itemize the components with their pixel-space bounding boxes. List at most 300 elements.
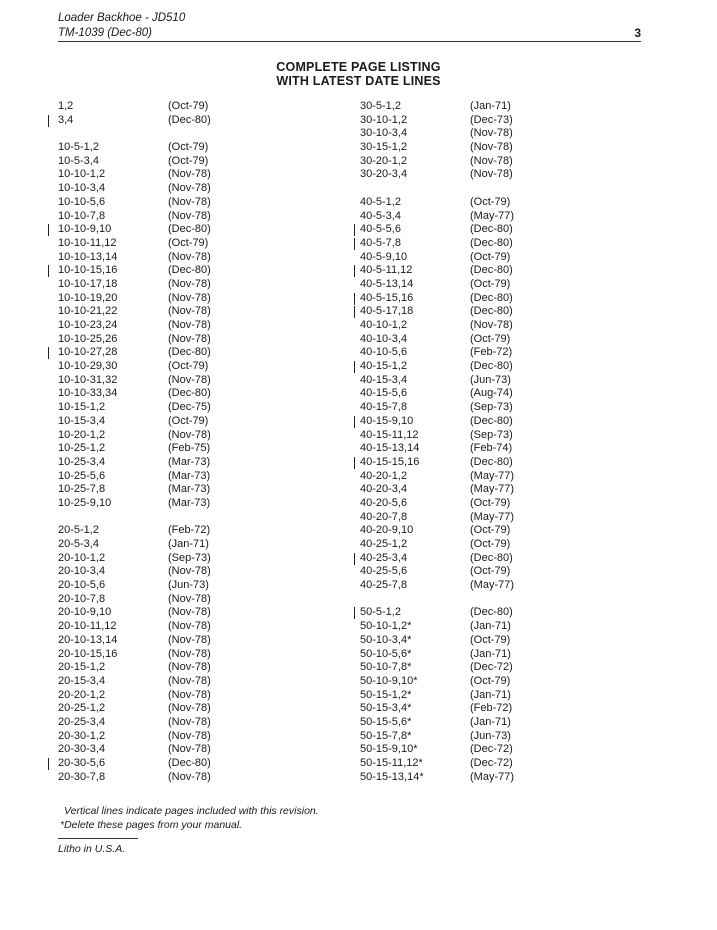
listing-row [360, 456, 580, 470]
listing-row [58, 565, 318, 579]
revision-bar [48, 347, 49, 359]
listing-row [58, 333, 318, 347]
listing-row [58, 155, 318, 169]
date-line: (Nov-78) [470, 319, 513, 331]
page-title [0, 60, 717, 88]
listing-row [360, 127, 580, 141]
listing-row [360, 634, 580, 648]
listing-row [360, 346, 580, 360]
page-range: 20-10-15,16 [58, 647, 118, 660]
listing-row [360, 305, 580, 319]
date-line: (Oct-79) [470, 674, 511, 687]
listing-row [58, 223, 318, 237]
page-range: 10-10-3,4 [58, 182, 106, 195]
page-range: 20-10-7,8 [58, 592, 106, 605]
listing-row [360, 538, 580, 552]
date-line: (Nov-78) [470, 168, 513, 181]
header-rule [58, 41, 641, 42]
date-line: (Oct-79) [168, 236, 209, 249]
listing-row [58, 675, 318, 689]
listing-row [360, 155, 580, 169]
listing-row [58, 401, 318, 415]
date-line: (Nov-78) [168, 332, 211, 345]
date-line: (Oct-79) [168, 414, 209, 427]
page-range: 30-20-3,4 [360, 168, 408, 181]
date-line: (May-77) [470, 579, 515, 592]
listing-row [58, 716, 318, 730]
manual-title: Loader Backhoe - JD510 [58, 12, 186, 24]
revision-bar [354, 224, 355, 236]
page-range: 10-10-9,10 [58, 223, 112, 236]
page-range: 20-25-3,4 [58, 715, 106, 728]
listing-row [360, 168, 580, 182]
listing-row [360, 483, 580, 497]
listing-row [58, 702, 318, 716]
listing-row [58, 524, 318, 538]
date-line: (Dec-80) [168, 387, 211, 400]
date-line: (Mar-73) [168, 496, 211, 509]
date-line: (Nov-78) [168, 182, 211, 195]
page-range: 40-5-13,14 [360, 277, 414, 290]
listing-row [360, 675, 580, 689]
listing-row [58, 634, 318, 648]
listing-row [360, 497, 580, 511]
litho-note: Litho in U.S.A. [58, 843, 126, 855]
listing-row [58, 442, 318, 456]
page-title-line-2: WITH LATEST DATE LINES [276, 74, 441, 88]
date-line: (Nov-78) [168, 250, 211, 263]
listing-row [360, 100, 580, 114]
page-range: 10-10-19,20 [58, 291, 118, 304]
revision-bar [354, 265, 355, 277]
listing-row [360, 620, 580, 634]
page-range: 30-20-1,2 [360, 154, 408, 167]
date-line: (Nov-78) [168, 373, 211, 386]
date-line: (Dec-73) [470, 113, 513, 126]
listing-row [58, 771, 318, 785]
page-range: 10-10-17,18 [58, 277, 118, 290]
page-range: 20-10-13,14 [58, 633, 118, 646]
listing-row [360, 442, 580, 456]
page-range: 10-10-7,8 [58, 209, 106, 222]
revision-bar [48, 265, 49, 277]
page-range: 10-25-7,8 [58, 483, 106, 496]
date-line: (Aug-74) [470, 387, 513, 400]
page-range: 3,4 [58, 113, 74, 126]
page-range: 20-20-1,2 [58, 688, 106, 701]
page-range: 10-10-1,2 [58, 168, 106, 181]
footer-rule [58, 838, 138, 839]
date-line: (Nov-78) [470, 127, 513, 140]
date-line: (Nov-78) [168, 565, 211, 578]
page-range: 10-10-33,34 [58, 387, 118, 400]
date-line: (Dec-80) [470, 264, 513, 277]
page-range: 50-10-5,6* [360, 647, 412, 660]
date-line: (Dec-80) [470, 360, 513, 373]
page-range: 10-25-1,2 [58, 442, 106, 455]
page-range: 10-10-15,16 [58, 264, 118, 277]
page-range: 40-20-9,10 [360, 524, 414, 537]
date-line: (Nov-78) [168, 702, 211, 715]
revision-bar [354, 361, 355, 373]
listing-row [58, 210, 318, 224]
date-line: (Dec-72) [470, 661, 513, 674]
listing-row [58, 305, 318, 319]
listing-row [58, 319, 318, 333]
revision-bar [48, 758, 49, 770]
date-line: (Nov-78) [168, 291, 211, 304]
page-range: 40-20-3,4 [360, 483, 408, 496]
date-line: (Oct-79) [470, 195, 511, 208]
date-line: (Sep-73) [470, 428, 513, 441]
listing-row [58, 552, 318, 566]
listing-row [58, 579, 318, 593]
date-line: (Dec-80) [470, 606, 513, 619]
page-range: 1,2 [58, 100, 74, 112]
listing-row [360, 141, 580, 155]
listing-row [360, 360, 580, 374]
page-range: 10-10-23,24 [58, 319, 118, 331]
page-title-line-1: COMPLETE PAGE LISTING [276, 60, 441, 74]
page-range: 40-5-15,16 [360, 291, 414, 304]
date-line: (Oct-79) [470, 496, 511, 509]
date-line: (Nov-78) [470, 141, 513, 154]
page-range: 10-15-3,4 [58, 414, 106, 427]
listing-row [360, 511, 580, 525]
listing-row [58, 429, 318, 443]
listing-row [360, 470, 580, 484]
date-line: (Dec-80) [168, 264, 211, 277]
page-range: 10-10-25,26 [58, 332, 118, 345]
revision-bar [354, 238, 355, 250]
page-range: 10-20-1,2 [58, 428, 106, 441]
page-range: 50-10-3,4* [360, 633, 412, 646]
date-line: (Oct-79) [168, 141, 209, 154]
page-range: 40-5-3,4 [360, 209, 401, 222]
listing-row [58, 264, 318, 278]
page-range: 40-15-7,8 [360, 401, 408, 414]
listing-row [360, 606, 580, 620]
listing-row [360, 401, 580, 415]
listing-row [58, 141, 318, 155]
date-line: (Nov-78) [168, 168, 211, 181]
date-line: (Dec-80) [470, 305, 513, 318]
date-line: (Oct-79) [470, 277, 511, 290]
date-line: (Nov-78) [168, 195, 211, 208]
page-range: 40-25-3,4 [360, 551, 408, 564]
page-range: 50-15-7,8* [360, 729, 412, 742]
page-range: 20-15-3,4 [58, 674, 106, 687]
date-line: (Oct-79) [168, 360, 209, 373]
page-range: 40-10-5,6 [360, 346, 408, 359]
page-range: 10-25-3,4 [58, 455, 106, 468]
listing-row [58, 237, 318, 251]
page-range: 20-30-7,8 [58, 770, 106, 783]
page-range: 50-15-5,6* [360, 715, 412, 728]
date-line: (Nov-78) [168, 715, 211, 728]
page-range: 10-10-31,32 [58, 373, 118, 386]
page-range: 20-10-11,12 [58, 620, 117, 633]
revision-bar [354, 293, 355, 305]
listing-row [360, 771, 580, 785]
page-range: 10-10-11,12 [58, 236, 117, 249]
listing-row [58, 689, 318, 703]
page-range: 10-15-1,2 [58, 401, 106, 414]
listing-row [360, 429, 580, 443]
page-range: 40-20-5,6 [360, 496, 408, 509]
page-range: 40-15-9,10 [360, 414, 414, 427]
listing-row [58, 182, 318, 196]
page-range: 20-10-5,6 [58, 579, 106, 592]
page-range: 10-25-9,10 [58, 496, 112, 509]
listing-row [58, 730, 318, 744]
note-vertical-lines: Vertical lines indicate pages included with this revision. [64, 805, 319, 817]
date-line: (Dec-72) [470, 757, 513, 769]
page-range: 10-10-13,14 [58, 250, 118, 263]
listing-row [360, 552, 580, 566]
listing-row [360, 374, 580, 388]
section-gap [360, 182, 580, 196]
date-line: (Nov-78) [168, 743, 211, 756]
page-range: 40-5-11,12 [360, 264, 413, 277]
date-line: (Jan-71) [470, 688, 511, 701]
date-line: (Jun-73) [470, 729, 511, 742]
listing-row [360, 730, 580, 744]
page-range: 50-10-7,8* [360, 661, 412, 674]
page-range: 20-10-1,2 [58, 551, 106, 564]
page-range: 40-25-1,2 [360, 538, 408, 550]
page-range: 40-5-7,8 [360, 236, 401, 249]
listing-row [360, 702, 580, 716]
revision-bar [48, 115, 49, 127]
page-range: 40-10-1,2 [360, 319, 408, 331]
listing-row [58, 387, 318, 401]
page-range: 40-25-7,8 [360, 579, 408, 592]
date-line: (Nov-78) [168, 633, 211, 646]
date-line: (Mar-73) [168, 455, 211, 468]
listing-row [360, 565, 580, 579]
page-range: 30-10-3,4 [360, 127, 408, 140]
listing-row [360, 292, 580, 306]
page-range: 40-15-1,2 [360, 360, 408, 373]
date-line: (May-77) [470, 469, 515, 482]
page-range: 10-5-1,2 [58, 141, 99, 154]
listing-row [360, 333, 580, 347]
date-line: (Nov-78) [168, 620, 211, 633]
listing-row [360, 223, 580, 237]
date-line: (Nov-78) [168, 661, 211, 674]
page-range: 50-15-1,2* [360, 688, 412, 701]
document-header [58, 11, 185, 40]
page-range: 20-5-1,2 [58, 524, 99, 537]
listing-row [58, 757, 318, 771]
date-line: (Dec-80) [470, 455, 513, 468]
note-delete-pages: *Delete these pages from your manual. [60, 819, 243, 831]
page-range: 50-10-1,2* [360, 620, 412, 633]
listing-row [58, 292, 318, 306]
date-line: (Nov-78) [168, 592, 211, 605]
revision-bar [354, 306, 355, 318]
date-line: (Feb-72) [168, 524, 211, 537]
date-line: (Feb-75) [168, 442, 211, 455]
page-range: 30-5-1,2 [360, 100, 401, 112]
page-range: 50-15-9,10* [360, 743, 418, 756]
listing-row [360, 661, 580, 675]
date-line: (Nov-78) [168, 770, 211, 783]
date-line: (Dec-80) [168, 113, 211, 126]
date-line: (Feb-72) [470, 346, 513, 359]
date-line: (May-77) [470, 209, 515, 222]
date-line: (Nov-78) [168, 277, 211, 290]
date-line: (Mar-73) [168, 469, 211, 482]
date-line: (Dec-72) [470, 743, 513, 756]
date-line: (Dec-80) [168, 757, 211, 769]
section-gap [360, 593, 580, 607]
listing-row [58, 606, 318, 620]
date-line: (Jan-71) [470, 715, 511, 728]
revision-bar [354, 416, 355, 428]
date-line: (Jan-71) [168, 538, 209, 550]
date-line: (Nov-78) [168, 209, 211, 222]
page-range: 40-25-5,6 [360, 565, 408, 578]
listing-row [58, 415, 318, 429]
page-range: 20-30-1,2 [58, 729, 106, 742]
listing-row [58, 346, 318, 360]
date-line: (Nov-78) [168, 305, 211, 318]
listing-row [58, 661, 318, 675]
page-range: 40-15-15,16 [360, 455, 420, 468]
date-line: (Oct-79) [470, 538, 511, 550]
date-line: (Feb-74) [470, 442, 513, 455]
page-range: 20-10-3,4 [58, 565, 106, 578]
page-range: 40-5-5,6 [360, 223, 401, 236]
page-range: 20-10-9,10 [58, 606, 112, 619]
date-line: (Nov-78) [168, 729, 211, 742]
page-range: 10-10-27,28 [58, 346, 118, 359]
date-line: (Dec-80) [470, 414, 513, 427]
revision-bar [354, 553, 355, 565]
date-line: (Oct-79) [470, 332, 511, 345]
date-line: (Jun-73) [470, 373, 511, 386]
date-line: (Dec-80) [470, 223, 513, 236]
listing-row [360, 114, 580, 128]
date-line: (Feb-72) [470, 702, 513, 715]
date-line: (Nov-78) [168, 674, 211, 687]
listing-row [58, 497, 318, 511]
page-range: 50-5-1,2 [360, 606, 401, 619]
page-range: 40-15-5,6 [360, 387, 408, 400]
date-line: (Jan-71) [470, 647, 511, 660]
page-range: 10-25-5,6 [58, 469, 106, 482]
page-range: 20-5-3,4 [58, 538, 99, 550]
listing-row [360, 210, 580, 224]
date-line: (Mar-73) [168, 483, 211, 496]
page-range: 10-5-3,4 [58, 154, 99, 167]
page-number: 3 [634, 26, 641, 40]
listing-row [360, 689, 580, 703]
page-range: 10-10-5,6 [58, 195, 106, 208]
page-range: 20-30-3,4 [58, 743, 106, 756]
left-listing-column [58, 100, 318, 784]
date-line: (Dec-80) [470, 236, 513, 249]
date-line: (Nov-78) [168, 319, 211, 331]
listing-row [58, 278, 318, 292]
date-line: (Dec-80) [168, 346, 211, 359]
date-line: (May-77) [470, 483, 515, 496]
page-range: 50-15-11,12* [360, 757, 423, 769]
listing-row [360, 415, 580, 429]
date-line: (Nov-78) [168, 647, 211, 660]
listing-row [58, 168, 318, 182]
section-gap [58, 511, 318, 525]
date-line: (Oct-79) [470, 565, 511, 578]
page-range: 40-5-9,10 [360, 250, 408, 263]
listing-row [360, 524, 580, 538]
listing-row [360, 264, 580, 278]
listing-row [58, 456, 318, 470]
page-range: 50-15-3,4* [360, 702, 412, 715]
listing-row [58, 483, 318, 497]
listing-row [58, 374, 318, 388]
listing-row [58, 114, 318, 128]
date-line: (Jan-71) [470, 100, 511, 112]
page-range: 40-5-1,2 [360, 195, 401, 208]
page-range: 40-15-3,4 [360, 373, 408, 386]
date-line: (Oct-79) [168, 154, 209, 167]
date-line: (Oct-79) [168, 100, 209, 112]
page-range: 10-10-29,30 [58, 360, 118, 373]
revision-bar [48, 224, 49, 236]
date-line: (Nov-78) [168, 428, 211, 441]
page-range: 40-15-13,14 [360, 442, 420, 455]
listing-row [360, 757, 580, 771]
listing-row [58, 360, 318, 374]
listing-row [360, 278, 580, 292]
date-line: (Nov-78) [168, 688, 211, 701]
listing-row [58, 470, 318, 484]
page-range: 40-15-11,12 [360, 428, 419, 441]
page-range: 50-15-13,14* [360, 770, 424, 783]
date-line: (Dec-80) [470, 291, 513, 304]
page-range: 20-25-1,2 [58, 702, 106, 715]
date-line: (Dec-80) [168, 223, 211, 236]
date-line: (May-77) [470, 770, 515, 783]
listing-row [58, 620, 318, 634]
section-gap [58, 127, 318, 141]
date-line: (Oct-79) [470, 524, 511, 537]
date-line: (Nov-78) [168, 606, 211, 619]
listing-row [58, 538, 318, 552]
manual-number: TM-1039 (Dec-80) [58, 26, 152, 39]
listing-row [58, 251, 318, 265]
listing-row [58, 743, 318, 757]
page-range: 40-20-7,8 [360, 510, 408, 523]
page-range: 30-10-1,2 [360, 113, 408, 126]
page-range: 20-30-5,6 [58, 757, 106, 769]
listing-row [360, 387, 580, 401]
revision-bar [354, 457, 355, 469]
listing-row [360, 579, 580, 593]
date-line: (Oct-79) [470, 250, 511, 263]
date-line: (Jan-71) [470, 620, 511, 633]
page-range: 40-20-1,2 [360, 469, 408, 482]
listing-row [360, 716, 580, 730]
date-line: (Sep-73) [470, 401, 513, 414]
date-line: (Nov-78) [470, 154, 513, 167]
page-range: 50-10-9,10* [360, 674, 418, 687]
page-range: 10-10-21,22 [58, 305, 118, 318]
page-range: 40-10-3,4 [360, 332, 408, 345]
